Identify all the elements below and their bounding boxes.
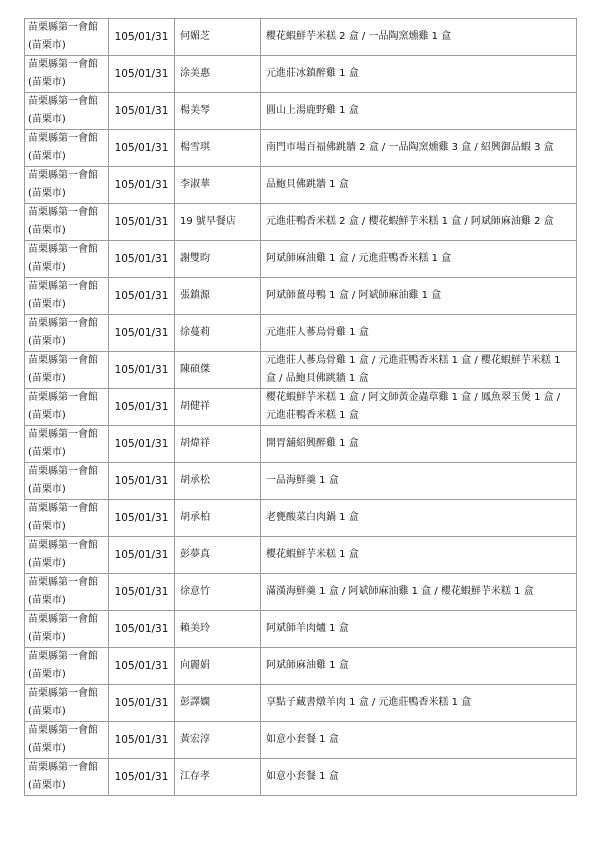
items-cell: 櫻花蝦鮮芋米糕 2 盒 / 一品陶窯燻雞 1 盒 xyxy=(261,19,577,56)
date-cell: 105/01/31 xyxy=(109,722,175,759)
venue-cell: 苗栗縣第一會館(苗栗市) xyxy=(25,722,109,759)
date-cell: 105/01/31 xyxy=(109,574,175,611)
items-cell: 圓山上湯鹿野雞 1 盒 xyxy=(261,93,577,130)
date-cell: 105/01/31 xyxy=(109,130,175,167)
table-row xyxy=(25,463,577,500)
venue-cell: 苗栗縣第一會館(苗栗市) xyxy=(25,278,109,315)
table-row xyxy=(25,130,577,167)
date-cell: 105/01/31 xyxy=(109,685,175,722)
items-cell: 南門市場百福佛跳牆 2 盒 / 一品陶窯燻雞 3 盒 / 紹興御品蝦 3 盒 xyxy=(261,130,577,167)
table-row xyxy=(25,93,577,130)
recipient-cell: 向麗娟 xyxy=(175,648,261,685)
venue-cell: 苗栗縣第一會館(苗栗市) xyxy=(25,167,109,204)
items-cell: 開胃舖紹興醉雞 1 盒 xyxy=(261,426,577,463)
table-row xyxy=(25,315,577,352)
date-cell: 105/01/31 xyxy=(109,463,175,500)
table-row xyxy=(25,537,577,574)
items-cell: 元進莊人蔘烏骨雞 1 盒 xyxy=(261,315,577,352)
recipient-cell: 胡健祥 xyxy=(175,389,261,426)
table-row xyxy=(25,204,577,241)
venue-cell: 苗栗縣第一會館(苗栗市) xyxy=(25,611,109,648)
table-row xyxy=(25,500,577,537)
date-cell: 105/01/31 xyxy=(109,315,175,352)
items-cell: 阿斌師薑母鴨 1 盒 / 阿斌師麻油雞 1 盒 xyxy=(261,278,577,315)
items-cell: 阿斌師羊肉爐 1 盒 xyxy=(261,611,577,648)
venue-cell: 苗栗縣第一會館(苗栗市) xyxy=(25,500,109,537)
recipient-cell: 賴美玲 xyxy=(175,611,261,648)
date-cell: 105/01/31 xyxy=(109,426,175,463)
table-row xyxy=(25,722,577,759)
recipient-cell: 涂美惠 xyxy=(175,56,261,93)
venue-cell: 苗栗縣第一會館(苗栗市) xyxy=(25,426,109,463)
date-cell: 105/01/31 xyxy=(109,352,175,389)
recipient-cell: 楊雪琪 xyxy=(175,130,261,167)
table-row xyxy=(25,241,577,278)
venue-cell: 苗栗縣第一會館(苗栗市) xyxy=(25,241,109,278)
items-cell: 品鮑貝佛跳牆 1 盒 xyxy=(261,167,577,204)
table-row xyxy=(25,685,577,722)
table-row xyxy=(25,574,577,611)
table-row xyxy=(25,19,577,56)
date-cell: 105/01/31 xyxy=(109,611,175,648)
recipient-cell: 謝雙昀 xyxy=(175,241,261,278)
venue-cell: 苗栗縣第一會館(苗栗市) xyxy=(25,315,109,352)
order-table-body xyxy=(25,19,577,796)
recipient-cell: 胡承松 xyxy=(175,463,261,500)
venue-cell: 苗栗縣第一會館(苗栗市) xyxy=(25,463,109,500)
date-cell: 105/01/31 xyxy=(109,759,175,796)
date-cell: 105/01/31 xyxy=(109,500,175,537)
venue-cell: 苗栗縣第一會館(苗栗市) xyxy=(25,204,109,241)
recipient-cell: 楊美琴 xyxy=(175,93,261,130)
table-row xyxy=(25,167,577,204)
table-row xyxy=(25,611,577,648)
venue-cell: 苗栗縣第一會館(苗栗市) xyxy=(25,759,109,796)
venue-cell: 苗栗縣第一會館(苗栗市) xyxy=(25,130,109,167)
items-cell: 享點子藏書燉羊肉 1 盒 / 元進莊鴨香米糕 1 盒 xyxy=(261,685,577,722)
table-row xyxy=(25,759,577,796)
table-row xyxy=(25,648,577,685)
table-row xyxy=(25,426,577,463)
items-cell: 阿斌師麻油雞 1 盒 / 元進莊鴨香米糕 1 盒 xyxy=(261,241,577,278)
recipient-cell: 李淑華 xyxy=(175,167,261,204)
items-cell: 一品海鮮羹 1 盒 xyxy=(261,463,577,500)
date-cell: 105/01/31 xyxy=(109,389,175,426)
order-list-page xyxy=(24,18,576,796)
recipient-cell: 張鎮源 xyxy=(175,278,261,315)
table-row xyxy=(25,278,577,315)
date-cell: 105/01/31 xyxy=(109,204,175,241)
items-cell: 滿漢海鮮羹 1 盒 / 阿斌師麻油雞 1 盒 / 櫻花蝦鮮芋米糕 1 盒 xyxy=(261,574,577,611)
venue-cell: 苗栗縣第一會館(苗栗市) xyxy=(25,685,109,722)
recipient-cell: 陳碩傑 xyxy=(175,352,261,389)
recipient-cell: 徐意竹 xyxy=(175,574,261,611)
recipient-cell: 何媚芝 xyxy=(175,19,261,56)
date-cell: 105/01/31 xyxy=(109,278,175,315)
date-cell: 105/01/31 xyxy=(109,648,175,685)
recipient-cell: 彭譯嫻 xyxy=(175,685,261,722)
date-cell: 105/01/31 xyxy=(109,19,175,56)
items-cell: 元進莊鴨香米糕 2 盒 / 櫻花蝦鮮芋米糕 1 盒 / 阿斌師麻油雞 2 盒 xyxy=(261,204,577,241)
recipient-cell: 江存孝 xyxy=(175,759,261,796)
items-cell: 如意小套餐 1 盒 xyxy=(261,722,577,759)
recipient-cell: 徐蔓莉 xyxy=(175,315,261,352)
items-cell: 元進莊冰鎮醉雞 1 盒 xyxy=(261,56,577,93)
recipient-cell: 19 號早餐店 xyxy=(175,204,261,241)
venue-cell: 苗栗縣第一會館(苗栗市) xyxy=(25,56,109,93)
recipient-cell: 彭夢真 xyxy=(175,537,261,574)
recipient-cell: 黃宏淳 xyxy=(175,722,261,759)
items-cell: 老甕酸菜白肉鍋 1 盒 xyxy=(261,500,577,537)
recipient-cell: 胡承柏 xyxy=(175,500,261,537)
date-cell: 105/01/31 xyxy=(109,93,175,130)
order-table xyxy=(24,18,577,796)
venue-cell: 苗栗縣第一會館(苗栗市) xyxy=(25,352,109,389)
venue-cell: 苗栗縣第一會館(苗栗市) xyxy=(25,389,109,426)
venue-cell: 苗栗縣第一會館(苗栗市) xyxy=(25,93,109,130)
items-cell: 元進莊人蔘烏骨雞 1 盒 / 元進莊鴨香米糕 1 盒 / 櫻花蝦鮮芋米糕 1 盒 / 品鮑貝佛跳牆 1 盒 xyxy=(261,352,577,389)
venue-cell: 苗栗縣第一會館(苗栗市) xyxy=(25,537,109,574)
recipient-cell: 胡煒祥 xyxy=(175,426,261,463)
items-cell: 如意小套餐 1 盒 xyxy=(261,759,577,796)
table-row xyxy=(25,56,577,93)
table-row xyxy=(25,389,577,426)
venue-cell: 苗栗縣第一會館(苗栗市) xyxy=(25,648,109,685)
date-cell: 105/01/31 xyxy=(109,56,175,93)
date-cell: 105/01/31 xyxy=(109,167,175,204)
table-row xyxy=(25,352,577,389)
items-cell: 櫻花蝦鮮芋米糕 1 盒 / 阿文師黃金蟲草雞 1 盒 / 鳳魚翠玉煲 1 盒 / 元進莊鴨香米糕 1 盒 xyxy=(261,389,577,426)
items-cell: 阿斌師麻油雞 1 盒 xyxy=(261,648,577,685)
date-cell: 105/01/31 xyxy=(109,241,175,278)
items-cell: 櫻花蝦鮮芋米糕 1 盒 xyxy=(261,537,577,574)
date-cell: 105/01/31 xyxy=(109,537,175,574)
venue-cell: 苗栗縣第一會館(苗栗市) xyxy=(25,19,109,56)
venue-cell: 苗栗縣第一會館(苗栗市) xyxy=(25,574,109,611)
